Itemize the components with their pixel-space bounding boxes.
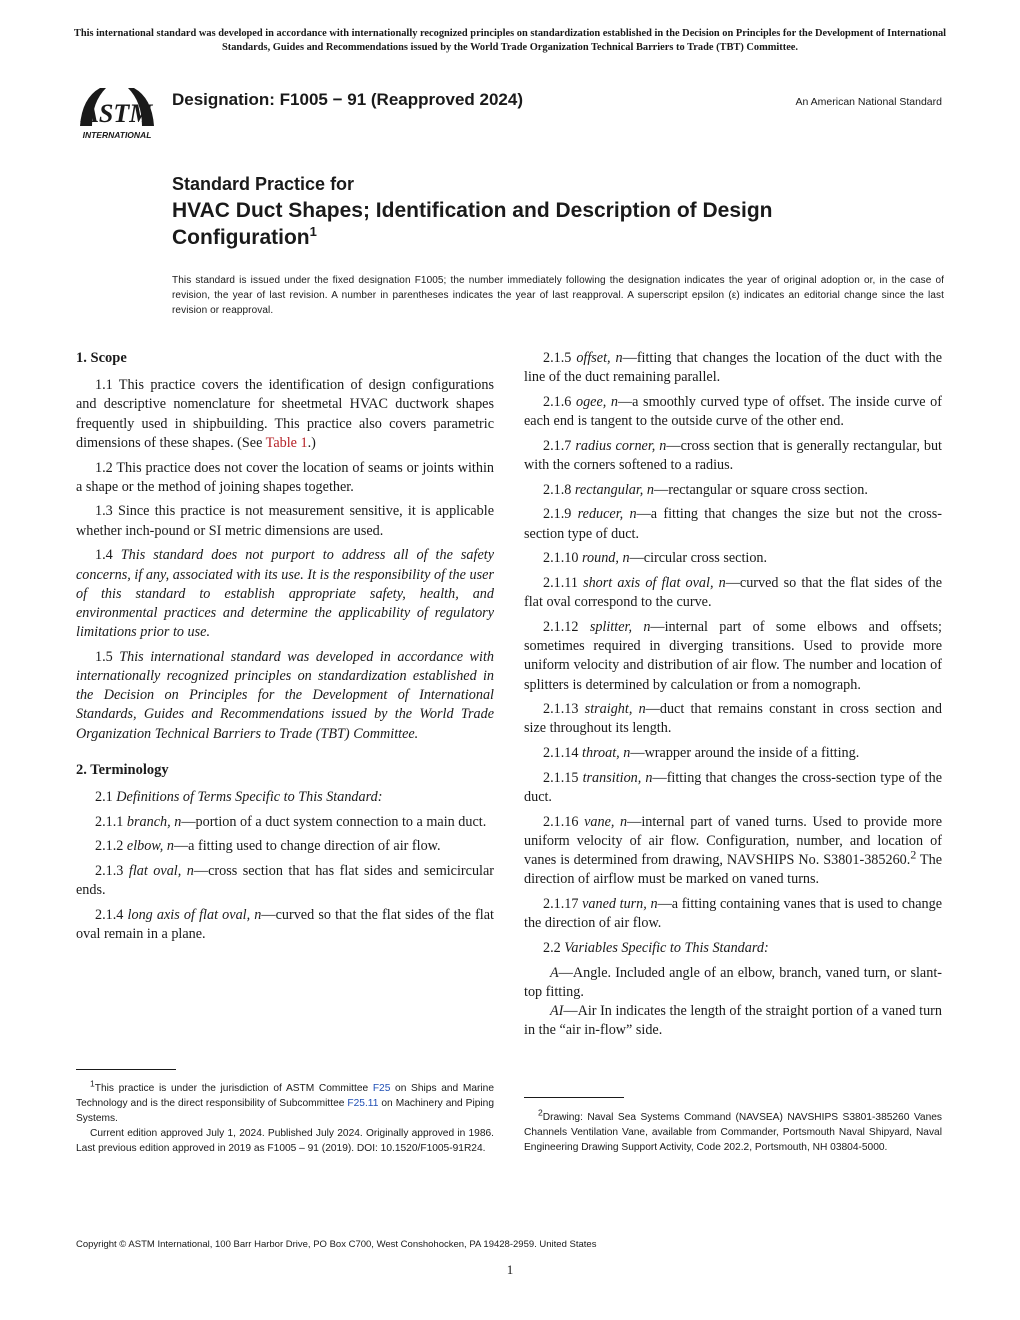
term-num: 2.1.2 bbox=[95, 838, 127, 855]
committee-f25-link[interactable]: F25 bbox=[372, 1083, 391, 1094]
left-column bbox=[76, 349, 494, 950]
term-vane bbox=[524, 813, 942, 890]
term-name: elbow, n bbox=[126, 838, 174, 855]
term-ogee bbox=[524, 393, 942, 431]
term-def: —wrapper around the inside of a fitting. bbox=[630, 745, 860, 762]
terminology-heading: 2. Terminology bbox=[76, 761, 169, 778]
right-column bbox=[524, 349, 942, 1046]
term-radius-corner bbox=[524, 437, 942, 475]
term-def: —rectangular or square cross section. bbox=[654, 481, 868, 498]
term-def: —a fitting containing vanes that is used to change the direction of air flow. bbox=[524, 896, 942, 932]
footnote-rule-left bbox=[76, 1069, 176, 1070]
term-def: —cross section that has flat sides and semicircular ends. bbox=[76, 863, 494, 899]
variable-def: —Angle. Included angle of an elbow, branch, vaned turn, or slant-top fitting. bbox=[524, 964, 942, 1000]
term-num: 2.1.6 bbox=[543, 393, 576, 410]
term-num: 2.1.9 bbox=[543, 506, 578, 523]
term-offset bbox=[524, 349, 942, 387]
para-2-1 bbox=[76, 788, 494, 807]
variable-def: —Air In indicates the length of the straight portion of a vaned turn in the “air in-flow” side. bbox=[524, 1003, 942, 1039]
footnote-1-a: This practice is under the jurisdiction of ASTM Committee bbox=[94, 1083, 373, 1094]
term-num: 2.1.5 bbox=[543, 350, 577, 366]
para-1-3: 1.3 Since this practice is not measurement sensitive, it is applicable whether inch-pound or SI metric dimensions are used. bbox=[76, 503, 494, 539]
para-2-2-text: Variables Specific to This Standard: bbox=[564, 939, 769, 956]
para-1-5-num: 1.5 bbox=[95, 648, 120, 665]
term-def: —cross section that is generally rectangular, but with the corners softened to a radius. bbox=[524, 437, 943, 474]
term-short-axis bbox=[524, 574, 942, 612]
title-text: HVAC Duct Shapes; Identification and Description of Design Configuration bbox=[172, 199, 773, 249]
term-name: ogee, n bbox=[575, 393, 618, 410]
term-def: —fitting that changes the cross-section type of the duct. bbox=[524, 769, 943, 806]
term-name: round, n bbox=[582, 550, 630, 567]
variable-symbol: A bbox=[550, 964, 559, 981]
para-2-2-num: 2.2 bbox=[543, 939, 565, 956]
footnote-1-c: on Machinery and Piping Systems. bbox=[76, 1098, 495, 1125]
para-1-5-text: This international standard was developed in accordance with internationally recognized principles on standardization established in the Decision on Principles for the Development of International Standards, Guides and Recommendations issued by the World Trade Organization Technical Barriers to Trade (TBT) Committee. bbox=[76, 648, 494, 742]
footnote-rule-right bbox=[524, 1097, 624, 1098]
term-def: —curved so that the flat sides of the flat oval correspond to the curve. bbox=[524, 575, 942, 611]
term-def: —a fitting used to change direction of air flow. bbox=[173, 838, 441, 855]
footnote-1-text bbox=[76, 1078, 495, 1126]
term-round bbox=[524, 549, 942, 568]
para-1-1-text: 1.1 This practice covers the identification of design configurations and descriptive nomenclature for sheetmetal HVAC ductwork shapes frequently used in shipbuilding. This practice also covers parametric dimensions of these shapes. (See bbox=[76, 377, 494, 451]
term-name: rectangular, n bbox=[574, 481, 654, 498]
term-def: —curved so that the flat sides of the flat oval remain in a plane. bbox=[76, 907, 494, 943]
astm-logo bbox=[72, 80, 162, 144]
term-name: throat, n bbox=[582, 745, 631, 762]
issued-note: This standard is issued under the fixed designation F1005; the number immediately following the designation indicates the year of original adoption or, in the case of revision, the year of last revision. A number in parentheses indicates the year of last reapproval. A superscript epsilon (ε) indicates an editorial change since the last revision or reapproval. bbox=[172, 275, 944, 316]
term-name: straight, n bbox=[584, 701, 646, 718]
subcommittee-f25-11-link[interactable]: F25.11 bbox=[347, 1098, 379, 1110]
term-def-end: The direction of airflow must be marked on vaned turns. bbox=[524, 852, 942, 888]
term-name: splitter, n bbox=[589, 618, 651, 635]
footnote-1 bbox=[76, 1078, 495, 1156]
term-num: 2.1.1 bbox=[95, 813, 127, 830]
para-1-4-text: This standard does not purport to address all of the safety concerns, if any, associated with its use. It is the responsibility of the user of this standard to establish appropriate safety, health, and environmental practices and determine the applicability of regulatory limitations prior to use. bbox=[76, 547, 494, 641]
term-elbow bbox=[76, 837, 494, 856]
designation: Designation: F1005 − 91 (Reapproved 2024) bbox=[172, 90, 523, 109]
page-title bbox=[172, 197, 892, 251]
national-standard-label: An American National Standard bbox=[795, 96, 942, 108]
logo-subtext: INTERNATIONAL bbox=[82, 130, 152, 140]
term-rectangular bbox=[524, 481, 942, 500]
term-name: flat oval, n bbox=[128, 863, 194, 880]
term-def: —duct that remains constant in cross section and size throughout its length. bbox=[524, 701, 943, 737]
term-num: 2.1.12 bbox=[543, 618, 590, 635]
footnote-2 bbox=[524, 1107, 942, 1155]
term-num: 2.1.15 bbox=[543, 769, 583, 786]
para-2-1-num: 2.1 bbox=[95, 789, 117, 806]
term-def: —internal part of some elbows and offsets; sometimes required in diverging transitions. Used to provide more uniform velocity and distribution of air flow. The number and location of splitters is determined by calculation or from a nomograph. bbox=[524, 618, 942, 693]
astm-logo-icon bbox=[72, 80, 162, 144]
term-def: —internal part of vaned turns. Used to provide more uniform velocity of air flow. Configuration, number, and location of vanes is determined from drawing, NAVSHIPS No. S3801-385260. bbox=[524, 813, 942, 869]
variable-symbol: AI bbox=[550, 1003, 564, 1020]
term-def: —a smoothly curved type of offset. The inside curve of each end is tangent to the outside curve of the other end. bbox=[524, 393, 942, 430]
footnote-1-mark: 1 bbox=[90, 1078, 95, 1089]
variable-a bbox=[524, 964, 942, 1002]
para-1-5 bbox=[76, 648, 494, 744]
term-num: 2.1.16 bbox=[543, 813, 585, 830]
term-reducer bbox=[524, 505, 942, 543]
term-name: vane, n bbox=[584, 813, 628, 830]
para-1-1-end: .) bbox=[307, 434, 316, 451]
term-num: 2.1.11 bbox=[543, 575, 584, 592]
term-splitter bbox=[524, 618, 942, 695]
logo-text: ASTM bbox=[81, 99, 153, 128]
term-name: short axis of flat oval, n bbox=[583, 575, 726, 592]
table-1-link[interactable]: Table 1 bbox=[265, 434, 308, 451]
term-branch bbox=[76, 813, 494, 832]
para-2-1-text: Definitions of Terms Specific to This Standard: bbox=[116, 789, 383, 806]
footnote-2-text bbox=[524, 1107, 942, 1155]
term-def: —portion of a duct system connection to a main duct. bbox=[181, 813, 487, 830]
term-num: 2.1.7 bbox=[543, 437, 576, 454]
copyright: Copyright © ASTM International, 100 Barr Harbor Drive, PO Box C700, West Conshohocken, PA 19428-2959. United States bbox=[76, 1239, 597, 1250]
term-name: vaned turn, n bbox=[582, 896, 658, 913]
term-name: long axis of flat oval, n bbox=[127, 907, 262, 924]
term-vaned-turn bbox=[524, 895, 942, 933]
footnote-2-mark: 2 bbox=[538, 1107, 543, 1118]
para-2-2 bbox=[524, 939, 942, 958]
term-name: offset, n bbox=[576, 350, 623, 366]
term-flat-oval bbox=[76, 862, 494, 900]
title-footnote-mark: 1 bbox=[309, 224, 317, 239]
term-def: —fitting that changes the location of the duct with the line of the duct remaining parallel. bbox=[524, 350, 942, 386]
term-num: 2.1.10 bbox=[543, 550, 583, 567]
title-subtitle: Standard Practice for bbox=[172, 174, 355, 194]
para-1-4 bbox=[76, 546, 494, 642]
term-name: radius corner, n bbox=[575, 437, 667, 454]
term-long-axis bbox=[76, 906, 494, 944]
term-name: branch, n bbox=[126, 813, 182, 830]
term-def: —a fitting that changes the size but not the cross-section type of duct. bbox=[524, 506, 943, 542]
para-1-4-num: 1.4 bbox=[95, 547, 121, 564]
term-transition bbox=[524, 769, 942, 807]
term-num: 2.1.13 bbox=[543, 701, 585, 718]
term-num: 2.1.8 bbox=[543, 481, 575, 498]
term-def: —circular cross section. bbox=[629, 550, 768, 567]
term-num: 2.1.14 bbox=[543, 745, 583, 762]
term-num: 2.1.3 bbox=[95, 863, 129, 880]
scope-heading: 1. Scope bbox=[76, 350, 127, 366]
page-number: 1 bbox=[506, 1262, 514, 1277]
term-name: reducer, n bbox=[577, 506, 637, 523]
term-num: 2.1.17 bbox=[543, 896, 583, 913]
footnote-1-edition: Current edition approved July 1, 2024. Published July 2024. Originally approved in 1986. Last previous edition approved in 2019 as F1005 – 91 (2019). DOI: 10.1520/F1005-91R24. bbox=[76, 1128, 494, 1155]
para-1-2: 1.2 This practice does not cover the location of seams or joints within a shape or the method of joining shapes together. bbox=[76, 459, 494, 495]
term-name: transition, n bbox=[582, 769, 653, 786]
footnote-2-ref[interactable]: 2 bbox=[910, 847, 917, 862]
term-num: 2.1.4 bbox=[95, 907, 128, 924]
footnote-1-b: on Ships and Marine Technology and is the direct responsibility of Subcommittee bbox=[76, 1083, 495, 1110]
term-straight bbox=[524, 700, 942, 738]
variable-ai bbox=[524, 1002, 942, 1040]
footnote-2-body: Drawing: Naval Sea Systems Command (NAVSEA) NAVSHIPS S3801-385260 Vanes Channels Ventilation Vane, available from Commander, Portsmouth Naval Shipyard, Naval Engineering Drawing Support Activity, Code 202.2, Portsmouth, NH 03804-5000. bbox=[524, 1112, 942, 1154]
para-1-1 bbox=[76, 376, 494, 453]
wto-notice: This international standard was developed in accordance with internationally recognized principles on standardization established in the Decision on Principles for the Development of International Standards, Guides and Recommendations issued by the World Trade Organization Technical Barriers to Trade (TBT) Committee. bbox=[73, 28, 947, 53]
term-throat bbox=[524, 744, 942, 763]
